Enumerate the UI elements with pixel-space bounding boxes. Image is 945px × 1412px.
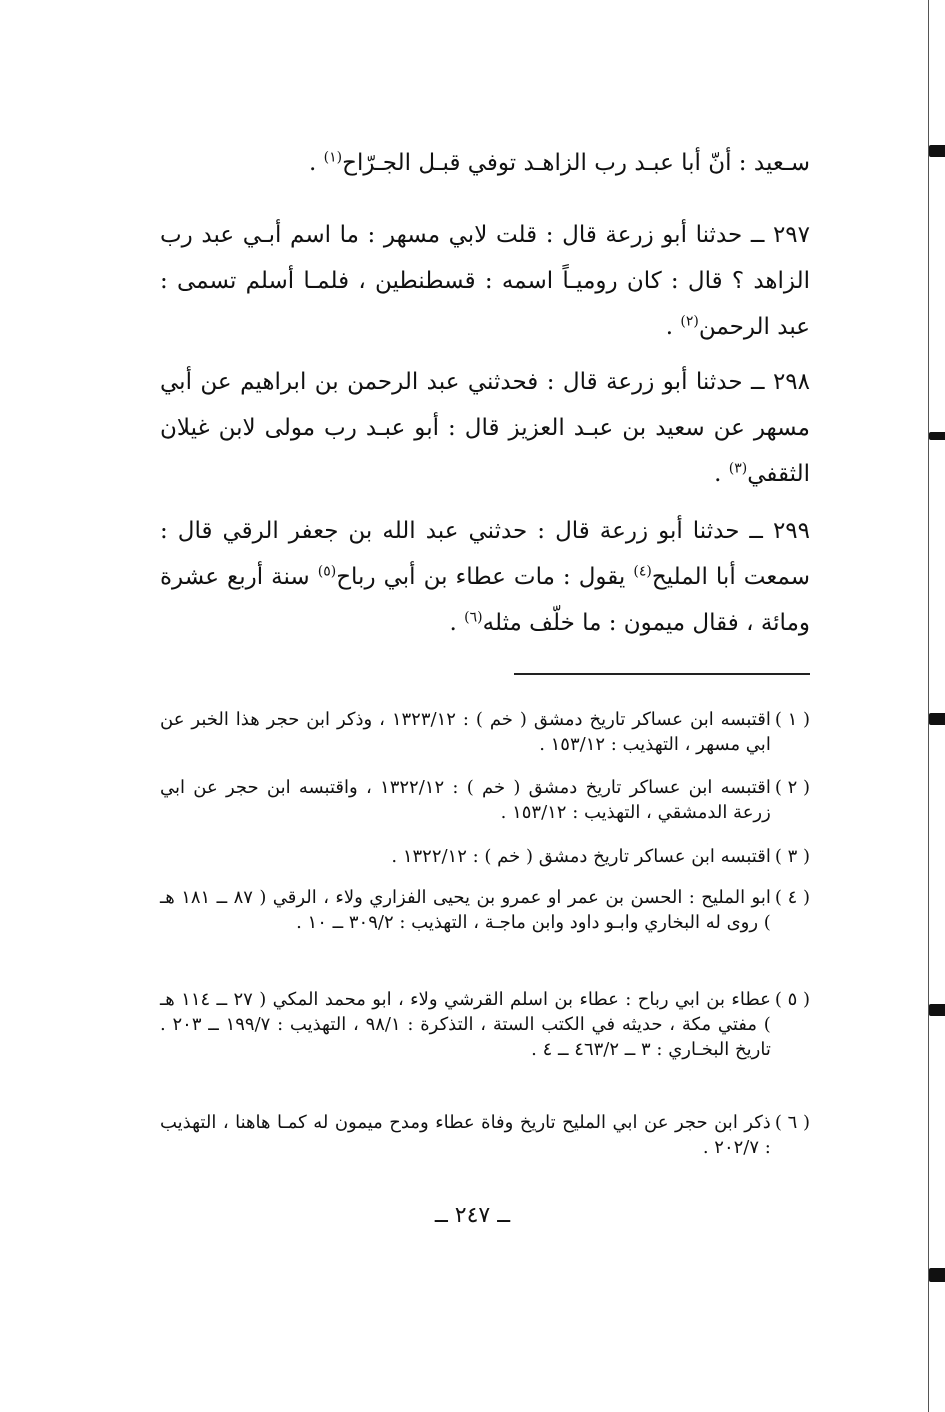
paragraph-text: يقول : مات عطاء بن أبي رباح bbox=[336, 564, 634, 590]
main-paragraph-299 bbox=[160, 508, 810, 646]
main-paragraph-297 bbox=[160, 212, 810, 350]
footnote-ref: (٢) bbox=[680, 313, 699, 330]
footnote-text: اقتبسه ابن عساكر تاريخ دمشق ( خم ) : ١٣٢٣/١٢ ، وذكر ابن حجر هذا الخبر عن ابي مسهر ، التهذيب : ١٥٣/١٢ . bbox=[160, 709, 771, 755]
paragraph-text: ٢٩٧ ــ حدثنا أبو زرعة قال : قلت لابي مسهر : ما اسم أبـي عبد رب الزاهد ؟ قال : كان روميـاً اسمه : قسطنطين ، فلمـا أسلم تسمى : عبد الرحمن bbox=[160, 222, 810, 340]
footnote-1 bbox=[160, 707, 810, 757]
footnote-ref: (٥) bbox=[317, 563, 337, 580]
footnote-5 bbox=[160, 987, 810, 1062]
page-edge-line bbox=[928, 0, 929, 1412]
footnote-2 bbox=[160, 775, 810, 825]
footnote-number: ( ٣ ) bbox=[774, 846, 810, 867]
footnote-6 bbox=[160, 1110, 810, 1160]
footnote-number: ( ٥ ) bbox=[774, 989, 810, 1010]
footnote-number: ( ٤ ) bbox=[774, 887, 810, 908]
footnote-number: ( ٦ ) bbox=[774, 1112, 810, 1133]
paragraph-text: سـعيد : أنّ أبا عبـد رب الزاهـد توفي قبـل الجـرّاح bbox=[342, 150, 810, 176]
paragraph-end: . bbox=[665, 314, 681, 340]
footnote-text: ابو المليح : الحسن بن عمر او عمرو بن يحيى الفزاري ولاء ، الرقي ( ٨٧ ــ ١٨١ هـ ) روى له البخاري وابـو داود وابن ماجـة ، التهذيب : ٣٠٩/٢ ــ ١٠ . bbox=[160, 887, 771, 933]
paragraph-end: . bbox=[449, 610, 465, 636]
footnote-text: ذكر ابن حجر عن ابي المليح تاريخ وفاة عطاء ومدح ميمون له كمـا هاهنا ، التهذيب : ٢٠٢/٧ . bbox=[160, 1112, 771, 1158]
footnote-ref: (١) bbox=[323, 149, 343, 166]
footnote-number: ( ١ ) bbox=[774, 709, 810, 730]
main-paragraph-298 bbox=[160, 359, 810, 497]
page-edge-mark bbox=[929, 713, 945, 725]
paragraph-text: ٢٩٨ ــ حدثنا أبو زرعة قال : فحدثني عبد الرحمن بن ابراهيم عن أبي مسهر عن سعيد بن عبـد العزيز قال : أبو عبـد رب مولى لابن غيلان الثقفي bbox=[160, 369, 810, 487]
page-edge-mark bbox=[929, 145, 945, 157]
footnote-text: عطاء بن ابي رباح : عطاء بن اسلم القرشي ولاء ، ابو محمد المكي ( ٢٧ ــ ١١٤ هـ ) مفتي مكة ، حديثه في الكتب الستة ، التذكرة : ٩٨/١ ، التهذيب : ١٩٩/٧ ــ ٢٠٣ . تاريخ البخـاري : ٣ ــ ٤٦٣/٢ ــ ٤ . bbox=[160, 989, 771, 1060]
paragraph-text: سنة أربع عشرة ومائة ، فقال ميمون : ما خلّف مثله bbox=[160, 564, 810, 636]
footnote-ref: (٣) bbox=[728, 460, 748, 477]
footnote-4 bbox=[160, 885, 810, 935]
paragraph-end: . bbox=[714, 461, 729, 487]
footnote-text: اقتبسه ابن عساكر تاريخ دمشق ( خم ) : ١٣٢٢/١٢ . bbox=[391, 846, 771, 867]
main-paragraph-0 bbox=[160, 140, 810, 186]
footnote-text: اقتبسه ابن عساكر تاريخ دمشق ( خم ) : ١٣٢٢/١٢ ، واقتبسه ابن حجر عن ابي زرعة الدمشقي ، التهذيب : ١٥٣/١٢ . bbox=[160, 777, 771, 823]
paragraph-text: ٢٩٩ ــ حدثنا أبو زرعة قال : حدثني عبد الله بن جعفر الرقي قال : سمعت أبا المليح bbox=[160, 518, 810, 590]
footnote-number: ( ٢ ) bbox=[774, 777, 810, 798]
footnote-3 bbox=[160, 844, 810, 869]
paragraph-end: . bbox=[309, 150, 324, 176]
page-edge-mark bbox=[929, 432, 945, 440]
page-edge-mark bbox=[929, 1268, 945, 1282]
page-edge-mark bbox=[929, 1004, 945, 1016]
footnote-ref: (٦) bbox=[464, 609, 483, 626]
page-number: ــ ٢٤٧ ــ bbox=[434, 1203, 511, 1228]
footnote-ref: (٤) bbox=[633, 563, 652, 580]
footnote-divider bbox=[514, 673, 810, 675]
